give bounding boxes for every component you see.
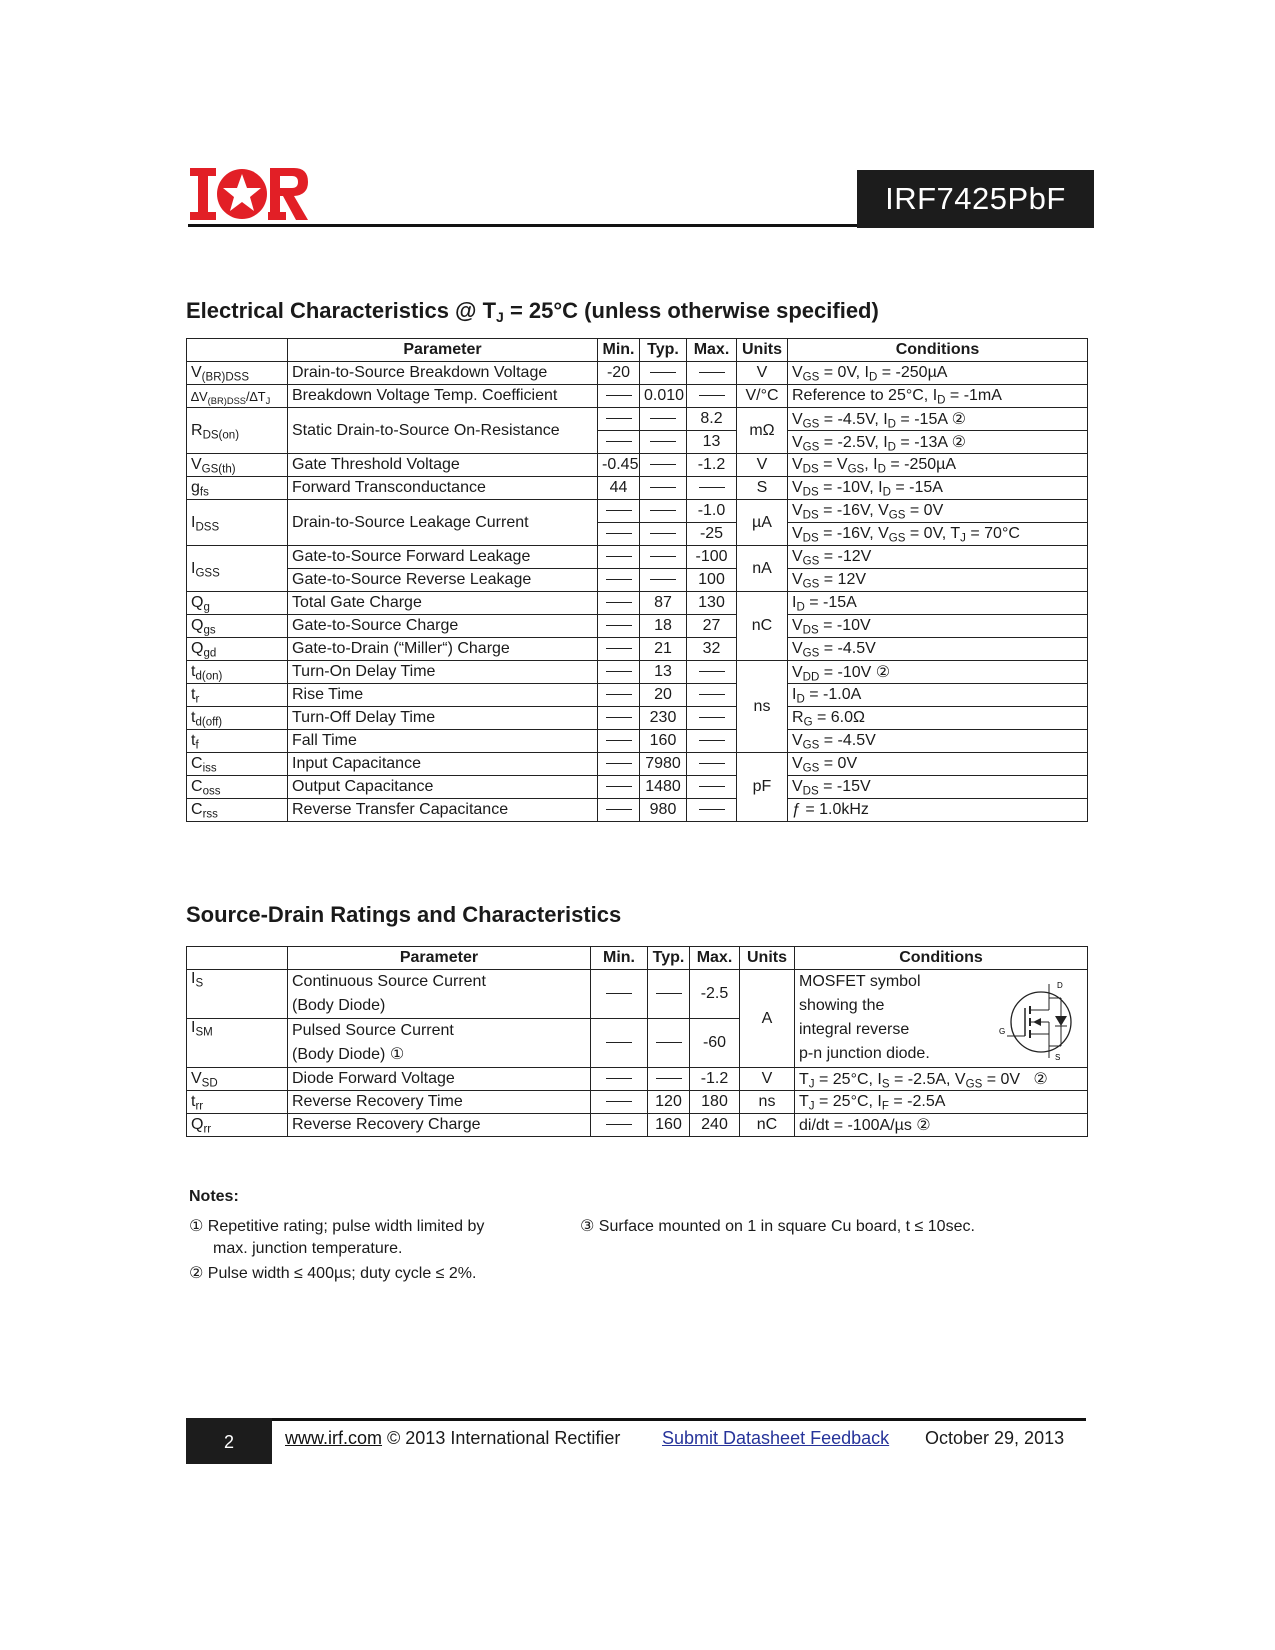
table-cell: Drain-to-Source Leakage Current xyxy=(288,500,598,546)
table-cell xyxy=(598,799,640,822)
table-cell xyxy=(640,546,687,569)
table-cell: 21 xyxy=(640,638,687,661)
table-cell: $I_S$ xyxy=(187,970,288,1019)
table-cell: ns xyxy=(740,1091,795,1114)
table-cell: Reverse Recovery Time xyxy=(288,1091,591,1114)
table-cell: Typ. xyxy=(648,947,690,970)
table-cell: A xyxy=(740,970,795,1068)
table-cell: 230 xyxy=(640,707,687,730)
table-cell xyxy=(687,385,737,408)
table-row xyxy=(187,408,1088,431)
table-cell xyxy=(598,661,640,684)
table-cell xyxy=(687,799,737,822)
table-cell xyxy=(640,431,687,454)
table-cell: $V_{GS} = -4.5V$, $I_D = -15A$ ② xyxy=(788,408,1088,431)
table-cell xyxy=(598,408,640,431)
table-cell xyxy=(598,730,640,753)
table-cell: Reverse Recovery Charge xyxy=(288,1114,591,1137)
table-cell: $V_{GS(th)}$ xyxy=(187,454,288,477)
table-cell: pF xyxy=(737,753,788,822)
table-cell: $I_{GSS}$ xyxy=(187,546,288,592)
table-header xyxy=(187,339,1088,362)
table-cell xyxy=(640,523,687,546)
table-row xyxy=(187,362,1088,385)
table-cell: $T_J = 25^\circ C$, $I_F = -2.5A$ xyxy=(795,1091,1088,1114)
table-cell: 160 xyxy=(640,730,687,753)
table-cell: Turn-On Delay Time xyxy=(288,661,598,684)
table-cell: Min. xyxy=(591,947,648,970)
table-cell: Typ. xyxy=(640,339,687,362)
footer-date: October 29, 2013 xyxy=(925,1428,1065,1448)
table-cell: 87 xyxy=(640,592,687,615)
table-row xyxy=(187,1091,1088,1114)
table-cell: V xyxy=(740,1068,795,1091)
table-row xyxy=(187,454,1088,477)
table-cell: Total Gate Charge xyxy=(288,592,598,615)
table-cell: -0.45 xyxy=(598,454,640,477)
table-cell: $V_{DS} = -16V$, $V_{GS} = 0V$ xyxy=(788,500,1088,523)
table-cell xyxy=(648,1019,690,1068)
site-link[interactable]: www.irf.com xyxy=(285,1428,383,1448)
table-cell xyxy=(598,776,640,799)
table-cell: µA xyxy=(737,500,788,546)
table-cell: -100 xyxy=(687,546,737,569)
table-cell: $R_G = 6.0\Omega$ xyxy=(788,707,1088,730)
table-cell: $t_{rr}$ xyxy=(187,1091,288,1114)
table-cell: $V_{GS} = -2.5V$, $I_D = -13A$ ② xyxy=(788,431,1088,454)
table-cell xyxy=(640,362,687,385)
table-cell xyxy=(591,1068,648,1091)
table-cell: -1.2 xyxy=(687,454,737,477)
table-row xyxy=(187,799,1088,822)
electrical-characteristics-table xyxy=(186,338,1088,822)
table-cell: $V_{GS} = -4.5V$ xyxy=(788,730,1088,753)
table-row xyxy=(187,1068,1088,1091)
sd-title: Source-Drain Ratings and Characteristics xyxy=(186,902,622,927)
table-row xyxy=(187,776,1088,799)
feedback-link[interactable]: Submit Datasheet Feedback xyxy=(662,1428,890,1448)
table-row xyxy=(187,1114,1088,1137)
table-cell: Continuous Source Current (Body Diode) xyxy=(288,970,591,1019)
table-cell: $V_{DS} = -10V$, $I_D = -15A$ xyxy=(788,477,1088,500)
table-row xyxy=(187,753,1088,776)
table-cell: Diode Forward Voltage xyxy=(288,1068,591,1091)
table-cell: $I_{DSS}$ xyxy=(187,500,288,546)
table-cell: Parameter xyxy=(288,947,591,970)
table-row xyxy=(187,947,1088,970)
table-cell: $t_{d(off)}$ xyxy=(187,707,288,730)
elec-title: Electrical Characteristics @ $T_J = 25^\circ C$ (unless otherwise specified) xyxy=(186,298,879,326)
header-rule xyxy=(188,224,858,227)
table-cell: Gate Threshold Voltage xyxy=(288,454,598,477)
table-cell xyxy=(640,408,687,431)
svg-text:G: G xyxy=(999,1027,1006,1036)
table-cell: 130 xyxy=(687,592,737,615)
table-cell: Drain-to-Source Breakdown Voltage xyxy=(288,362,598,385)
table-cell: -25 xyxy=(687,523,737,546)
mosfet-symbol-icon xyxy=(997,978,1081,1062)
table-cell: $Q_g$ xyxy=(187,592,288,615)
table-cell xyxy=(598,615,640,638)
table-cell: $V_{GS} = 12V$ xyxy=(788,569,1088,592)
table-row xyxy=(187,730,1088,753)
table-cell: $V_{GS} = 0V$ xyxy=(788,753,1088,776)
table-cell xyxy=(591,970,648,1019)
table-cell: $V_{DD} = -10V$ ② xyxy=(788,661,1088,684)
table-cell xyxy=(598,546,640,569)
table-row xyxy=(187,569,1088,592)
table-cell: 44 xyxy=(598,477,640,500)
table-cell: $Q_{gs}$ xyxy=(187,615,288,638)
table-row xyxy=(187,707,1088,730)
table-cell: Conditions xyxy=(788,339,1088,362)
table-cell xyxy=(591,1019,648,1068)
table-cell: Units xyxy=(737,339,788,362)
table-cell: Max. xyxy=(687,339,737,362)
table-cell: $I_D = -1.0A$ xyxy=(788,684,1088,707)
notes-title: Notes: xyxy=(189,1188,239,1205)
table-cell: V xyxy=(737,454,788,477)
table-cell: 7980 xyxy=(640,753,687,776)
source-drain-table xyxy=(186,946,1088,1137)
table-cell: $V_{DS} = -15V$ xyxy=(788,776,1088,799)
table-cell: Breakdown Voltage Temp. Coefficient xyxy=(288,385,598,408)
table-cell: 18 xyxy=(640,615,687,638)
table-cell: $V_{DS} = V_{GS}$, $I_D = -250\mu A$ xyxy=(788,454,1088,477)
note-1: ① Repetitive rating; pulse width limited by max. junction temperature. xyxy=(189,1218,485,1257)
table-cell: ns xyxy=(737,661,788,753)
footer-copyright: www.irf.com © 2013 International Rectifier xyxy=(285,1428,621,1448)
table-cell xyxy=(598,385,640,408)
table-cell: Gate-to-Drain (“Miller“) Charge xyxy=(288,638,598,661)
table-cell xyxy=(687,684,737,707)
table-cell xyxy=(687,661,737,684)
table-cell xyxy=(598,753,640,776)
table-cell xyxy=(598,523,640,546)
table-cell: $t_{d(on)}$ xyxy=(187,661,288,684)
table-cell: $\Delta V_{(BR)DSS}/\Delta T_J$ xyxy=(187,385,288,408)
table-cell: Reference to 25°C, $I_D = -1mA$ xyxy=(788,385,1088,408)
table-cell: 20 xyxy=(640,684,687,707)
table-cell xyxy=(687,753,737,776)
table-cell xyxy=(598,500,640,523)
table-cell: $R_{DS(on)}$ xyxy=(187,408,288,454)
footer-rule xyxy=(186,1418,1086,1421)
table-cell xyxy=(187,339,288,362)
table-cell xyxy=(598,431,640,454)
table-row xyxy=(187,615,1088,638)
table-row xyxy=(187,500,1088,523)
table-cell: $V_{GS} = -12V$ xyxy=(788,546,1088,569)
table-cell xyxy=(687,477,737,500)
page-number: 2 xyxy=(186,1418,272,1464)
table-cell: -1.0 xyxy=(687,500,737,523)
table-cell: $C_{oss}$ xyxy=(187,776,288,799)
table-cell: di/dt = -100A/µs ② xyxy=(795,1114,1088,1137)
table-cell: Gate-to-Source Charge xyxy=(288,615,598,638)
ir-logo xyxy=(190,168,310,225)
table-cell: 13 xyxy=(640,661,687,684)
table-cell: nA xyxy=(737,546,788,592)
table-cell xyxy=(598,569,640,592)
table-cell: $V_{GS} = -4.5V$ xyxy=(788,638,1088,661)
part-number: IRF7425PbF xyxy=(857,170,1094,228)
table-row xyxy=(187,970,1088,1019)
table-cell xyxy=(648,1068,690,1091)
table-cell: ƒ = 1.0kHz xyxy=(788,799,1088,822)
table-cell: $Q_{rr}$ xyxy=(187,1114,288,1137)
table-cell: -2.5 xyxy=(690,970,740,1019)
table-cell: Rise Time xyxy=(288,684,598,707)
table-cell: -1.2 xyxy=(690,1068,740,1091)
svg-text:D: D xyxy=(1057,981,1063,990)
table-cell: -20 xyxy=(598,362,640,385)
table-cell xyxy=(187,947,288,970)
table-cell: 1480 xyxy=(640,776,687,799)
table-cell: $T_J = 25^\circ C$, $I_S = -2.5A$, $V_{GS} = 0V$ ② xyxy=(795,1068,1088,1091)
table-cell: 180 xyxy=(690,1091,740,1114)
table-cell: 8.2 xyxy=(687,408,737,431)
table-cell: -60 xyxy=(690,1019,740,1068)
table-row xyxy=(187,684,1088,707)
table-cell: Min. xyxy=(598,339,640,362)
table-cell xyxy=(648,970,690,1019)
table-cell: 0.010 xyxy=(640,385,687,408)
note-2: ② Pulse width ≤ 400µs; duty cycle ≤ 2%. xyxy=(189,1265,477,1282)
table-cell: Turn-Off Delay Time xyxy=(288,707,598,730)
table-cell: 100 xyxy=(687,569,737,592)
table-row xyxy=(187,385,1088,408)
table-cell: $V_{SD}$ xyxy=(187,1068,288,1091)
table-cell: $I_D = -15A$ xyxy=(788,592,1088,615)
table-cell: Parameter xyxy=(288,339,598,362)
table-cell: Max. xyxy=(690,947,740,970)
table-cell: $C_{rss}$ xyxy=(187,799,288,822)
table-cell: 240 xyxy=(690,1114,740,1137)
table-cell: V xyxy=(737,362,788,385)
table-cell: $t_r$ xyxy=(187,684,288,707)
table-cell: Forward Transconductance xyxy=(288,477,598,500)
table-cell xyxy=(591,1091,648,1114)
table-cell xyxy=(598,638,640,661)
table-cell: $V_{GS} = 0V$, $I_D = -250\mu A$ xyxy=(788,362,1088,385)
note-3: ③ Surface mounted on 1 in square Cu board, t ≤ 10sec. xyxy=(580,1218,975,1235)
table-cell: V/°C xyxy=(737,385,788,408)
table-cell: $t_f$ xyxy=(187,730,288,753)
table-cell: 13 xyxy=(687,431,737,454)
table-cell: $g_{fs}$ xyxy=(187,477,288,500)
table-cell: Input Capacitance xyxy=(288,753,598,776)
table-cell: Output Capacitance xyxy=(288,776,598,799)
table-cell: $Q_{gd}$ xyxy=(187,638,288,661)
table-cell xyxy=(598,707,640,730)
table-cell: 980 xyxy=(640,799,687,822)
table-cell xyxy=(687,776,737,799)
table-cell: 32 xyxy=(687,638,737,661)
table-cell: Conditions xyxy=(795,947,1088,970)
table-cell: $I_{SM}$ xyxy=(187,1019,288,1068)
table-cell: 160 xyxy=(648,1114,690,1137)
svg-text:S: S xyxy=(1055,1053,1061,1062)
table-cell: mΩ xyxy=(737,408,788,454)
table-cell: 27 xyxy=(687,615,737,638)
table-cell: MOSFET symbol showing the integral reverse p-n junction diode. D G S xyxy=(795,970,1088,1068)
table-cell xyxy=(687,707,737,730)
table-cell: nC xyxy=(737,592,788,661)
table-row xyxy=(187,661,1088,684)
table-cell: S xyxy=(737,477,788,500)
table-cell xyxy=(687,730,737,753)
table-row xyxy=(187,592,1088,615)
table-cell: $C_{iss}$ xyxy=(187,753,288,776)
table-cell xyxy=(640,477,687,500)
table-cell: Pulsed Source Current (Body Diode) ① xyxy=(288,1019,591,1068)
table-cell xyxy=(598,592,640,615)
table-cell xyxy=(591,1114,648,1137)
table-cell: Fall Time xyxy=(288,730,598,753)
table-cell: Reverse Transfer Capacitance xyxy=(288,799,598,822)
table-cell: Gate-to-Source Forward Leakage xyxy=(288,546,598,569)
table-cell: Static Drain-to-Source On-Resistance xyxy=(288,408,598,454)
table-cell: Gate-to-Source Reverse Leakage xyxy=(288,569,598,592)
table-cell xyxy=(598,684,640,707)
table-row xyxy=(187,638,1088,661)
table-cell: $V_{DS} = -16V$, $V_{GS} = 0V$, $T_J = 70^\circ C$ xyxy=(788,523,1088,546)
table-cell xyxy=(640,569,687,592)
table-cell: Units xyxy=(740,947,795,970)
table-cell: 120 xyxy=(648,1091,690,1114)
table-row xyxy=(187,477,1088,500)
table-cell xyxy=(687,362,737,385)
table-cell: $V_{(BR)DSS}$ xyxy=(187,362,288,385)
table-cell xyxy=(640,454,687,477)
table-cell: $V_{DS} = -10V$ xyxy=(788,615,1088,638)
table-row xyxy=(187,546,1088,569)
table-cell: nC xyxy=(740,1114,795,1137)
table-cell xyxy=(640,500,687,523)
